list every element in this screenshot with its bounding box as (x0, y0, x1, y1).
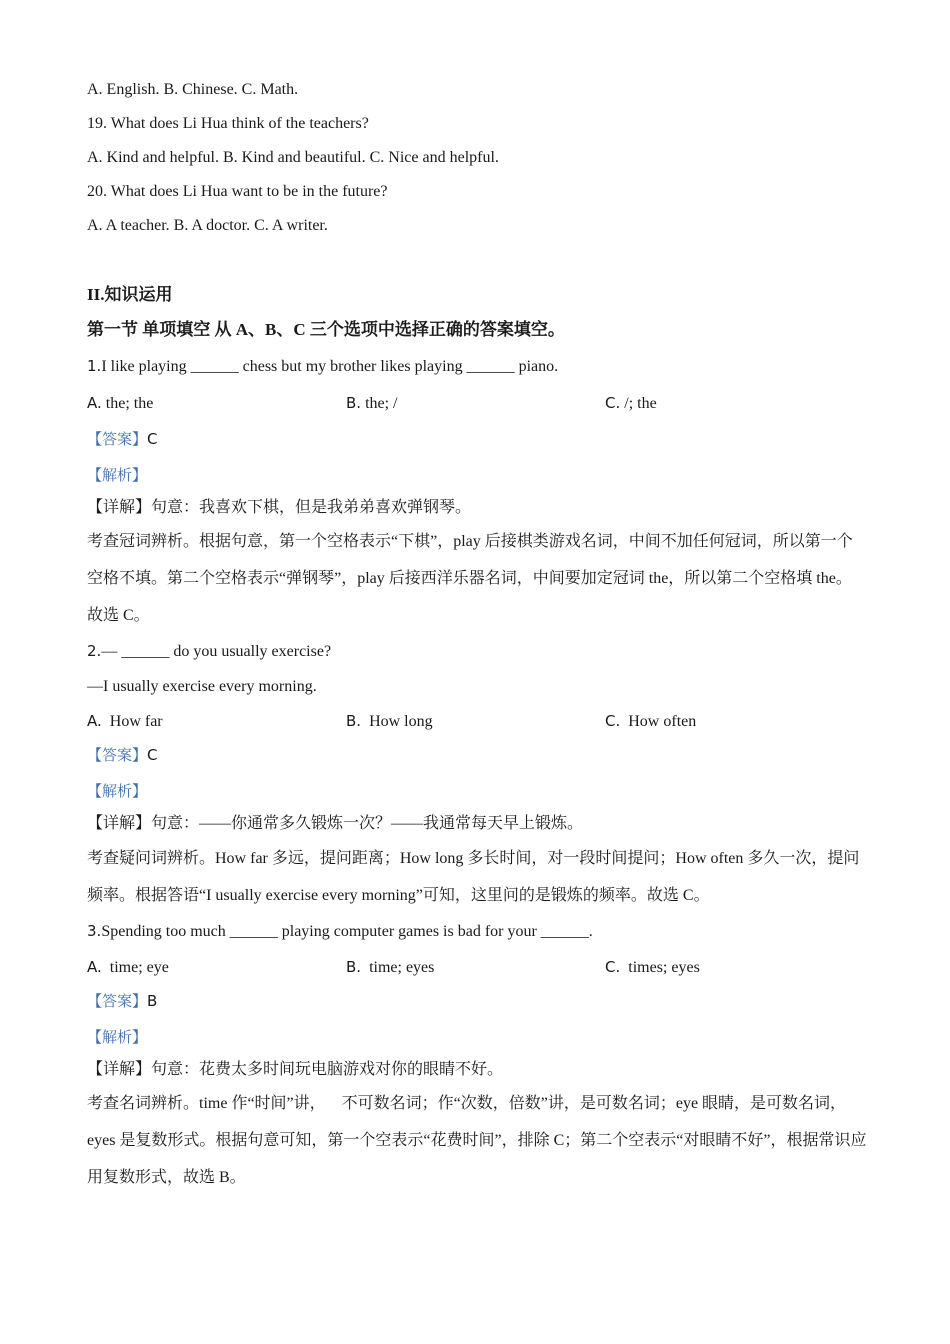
answer-label: 【答案】 (87, 992, 148, 1010)
q2-explanation: 考查疑问词辨析。How far 多远，提问距离；How long 多长时间，对一段时间提问；How often 多久一次，提问频率。根据答语“I usually exercise every morning”可知，这里问的是锻炼的频率。故选 C。 (87, 850, 860, 904)
q3-analysis-label: 【解析】 (87, 1028, 148, 1046)
q3-option-b: B. time; eyes (346, 958, 435, 976)
q1-answer-value: C (147, 430, 158, 448)
q2-option-a: A. How far (87, 712, 163, 730)
q3-detail: 【详解】句意：花费太多时间玩电脑游戏对你的眼睛不好。 (87, 1061, 504, 1078)
q2-text: — ______ do you usually exercise? (101, 643, 332, 660)
q3-number: 3. (87, 922, 102, 940)
q1-text: I like playing ______ chess but my brother likes playing ______ piano. (101, 358, 559, 375)
q1-detail: 【详解】句意：我喜欢下棋，但是我弟弟喜欢弹钢琴。 (87, 499, 472, 516)
q3-answer (87, 991, 157, 1012)
q3-stem (87, 921, 593, 942)
q2-answer-value: C (147, 746, 158, 764)
q3-explanation: 考查名词辨析。time 作“时间”讲， 不可数名词；作“次数，倍数”讲，是可数名词；eye 眼睛，是可数名词，eyes 是复数形式。根据句意可知，第一个空表示“花费时间”，排除 C；第二个空表示“对眼睛不好”，根据常识应用复数形式，故选 B。 (87, 1095, 867, 1186)
q3-answer-value: B (147, 992, 158, 1010)
q1-option-c: C. /; the (605, 394, 657, 412)
q20-options: A. A teacher. B. A doctor. C. A writer. (87, 217, 328, 234)
q2-stem (87, 641, 331, 662)
q2-number: 2. (87, 642, 102, 660)
q1-number: 1. (87, 357, 102, 375)
q2-option-c: C. How often (605, 712, 697, 730)
section-title: II.知识运用 (87, 285, 173, 304)
q18-options: A. English. B. Chinese. C. Math. (87, 81, 299, 98)
q1-option-a: A. the; the (87, 394, 154, 412)
q1-explanation: 考查冠词辨析。根据句意，第一个空格表示“下棋”，play 后接棋类游戏名词，中间不加任何冠词，所以第一个空格不填。第二个空格表示“弹钢琴”，play 后接西洋乐器名词，中间要加定冠词 the，所以第二个空格填 the。故选 C。 (87, 533, 853, 624)
q2-option-b: B. How long (346, 712, 433, 730)
q1-option-b: B. the; / (346, 394, 398, 412)
q19-options: A. Kind and helpful. B. Kind and beautiful. C. Nice and helpful. (87, 149, 499, 166)
q19-stem: 19. What does Li Hua think of the teachers? (87, 115, 369, 132)
q1-answer (87, 429, 158, 450)
q2-analysis-label: 【解析】 (87, 782, 148, 800)
q2-stem-reply: —I usually exercise every morning. (87, 678, 317, 695)
q1-stem (87, 356, 558, 377)
answer-label: 【答案】 (87, 430, 148, 448)
q3-option-a: A. time; eye (87, 958, 169, 976)
q3-text: Spending too much ______ playing computer games is bad for your ______. (101, 923, 593, 940)
q1-analysis-label: 【解析】 (87, 466, 148, 484)
q20-stem: 20. What does Li Hua want to be in the future? (87, 183, 388, 200)
q3-option-c: C. times; eyes (605, 958, 700, 976)
q2-answer (87, 745, 158, 766)
answer-label: 【答案】 (87, 746, 148, 764)
section-subtitle: 第一节 单项填空 从 A、B、C 三个选项中选择正确的答案填空。 (87, 320, 565, 339)
q2-detail: 【详解】句意：——你通常多久锻炼一次？——我通常每天早上锻炼。 (87, 815, 584, 832)
